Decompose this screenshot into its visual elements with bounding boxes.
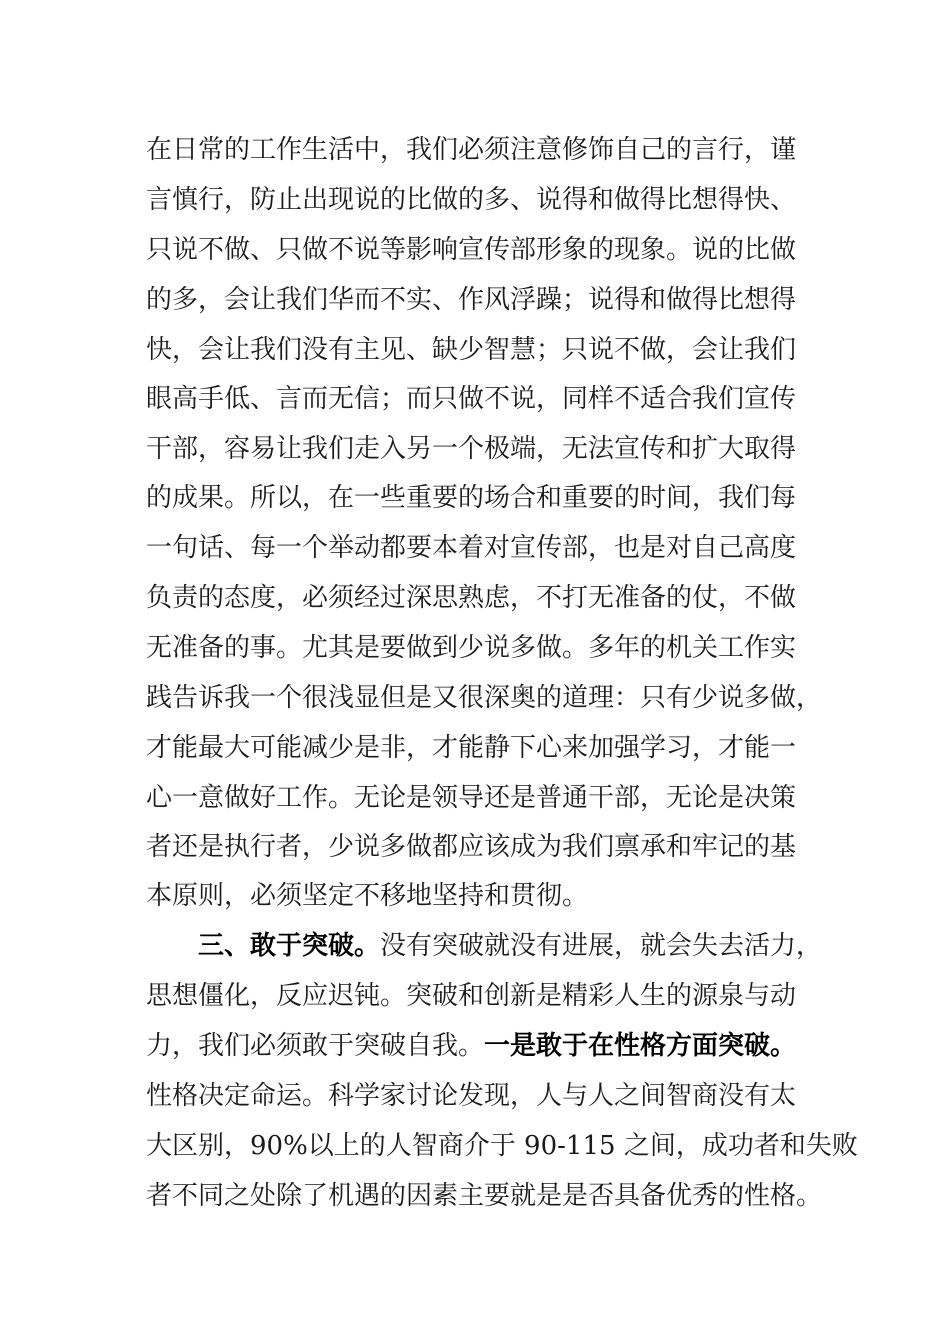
paragraph-line: 言慎行，防止出现说的比做的多、说得和做得比想得快、	[146, 185, 797, 215]
paragraph-line: 眼高手低、言而无信；而只做不说，同样不适合我们宣传	[146, 384, 797, 414]
paragraph-line: 践告诉我一个很浅显但是又很深奥的道理：只有少说多做，	[146, 683, 823, 713]
paragraph-line: 本原则，必须坚定不移地坚持和贯彻。	[146, 881, 589, 911]
paragraph-line: 才能最大可能减少是非，才能静下心来加强学习，才能一	[146, 733, 797, 763]
paragraph-line: 的成果。所以，在一些重要的场合和重要的时间，我们每	[146, 483, 797, 513]
subsection-heading: 一是敢于在性格方面突破。	[484, 1031, 797, 1061]
section-three-first-line	[198, 931, 822, 961]
paragraph-line: 的多，会让我们华而不实、作风浮躁；说得和做得比想得	[146, 285, 797, 315]
paragraph-line: 只说不做、只做不说等影响宣传部形象的现象。说的比做	[146, 235, 797, 265]
paragraph-line: 在日常的工作生活中，我们必须注意修饰自己的言行，谨	[146, 135, 797, 165]
paragraph-line: 思想僵化，反应迟钝。突破和创新是精彩人生的源泉与动	[146, 981, 797, 1011]
paragraph-line: 性格决定命运。科学家讨论发现，人与人之间智商没有太	[146, 1081, 797, 1111]
paragraph-line: 者不同之处除了机遇的因素主要就是是否具备优秀的性格。	[146, 1181, 823, 1211]
paragraph-line: 者还是执行者，少说多做都应该成为我们禀承和牢记的基	[146, 832, 797, 862]
paragraph-line-mixed	[146, 1031, 796, 1061]
paragraph-text: 力，我们必须敢于突破自我。	[146, 1031, 485, 1061]
section-three-heading: 三、敢于突破。	[198, 931, 381, 961]
section-three-text: 没有突破就没有进展，就会失去活力，	[380, 931, 823, 961]
paragraph-line: 负责的态度，必须经过深思熟虑，不打无准备的仗，不做	[146, 583, 797, 613]
paragraph-line: 快，会让我们没有主见、缺少智慧；只说不做，会让我们	[146, 335, 797, 365]
paragraph-line: 心一意做好工作。无论是领导还是普通干部，无论是决策	[146, 783, 797, 813]
paragraph-line: 一句话、每一个举动都要本着对宣传部，也是对自己高度	[146, 533, 797, 563]
paragraph-line: 干部，容易让我们走入另一个极端，无法宣传和扩大取得	[146, 434, 797, 464]
paragraph-line: 大区别，90%以上的人智商介于 90-115 之间，成功者和失败	[146, 1131, 858, 1161]
paragraph-line: 无准备的事。尤其是要做到少说多做。多年的机关工作实	[146, 633, 797, 663]
